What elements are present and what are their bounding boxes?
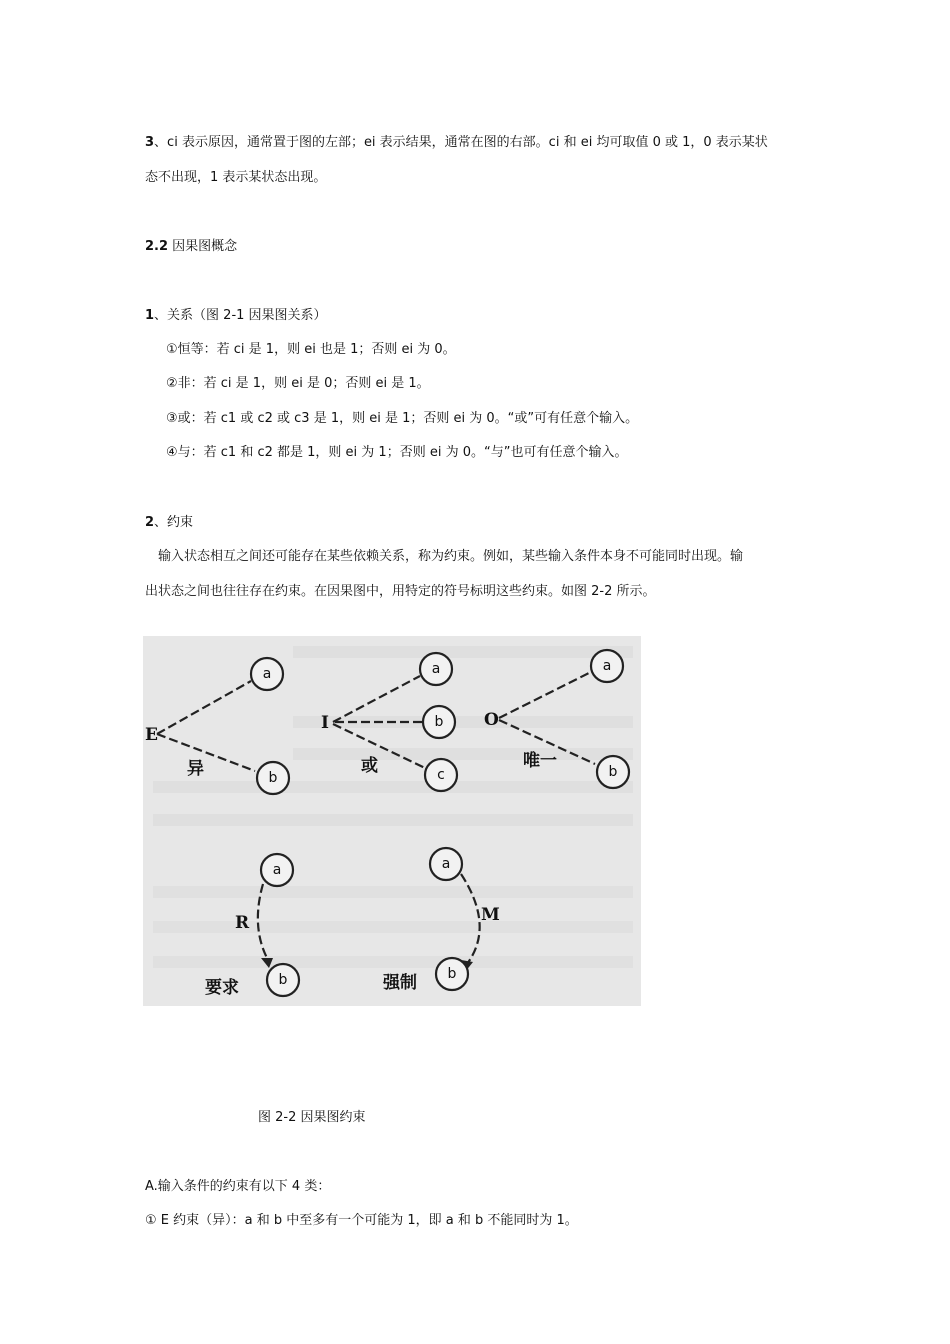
symbol-r: R — [235, 913, 250, 933]
symbol-i: I — [321, 713, 329, 733]
section-number: 2 — [145, 515, 155, 530]
symbol-m: M — [481, 905, 500, 925]
label-exclusive: 异 — [187, 759, 204, 779]
constraint-diagram — [143, 636, 641, 1006]
node-a-label: a — [272, 862, 282, 878]
figure-caption: 图 2-2 因果图约束 — [258, 1110, 366, 1125]
node-a-label: a — [431, 661, 441, 677]
node-b-label: b — [434, 714, 444, 730]
paragraph-text: 、ci 表示原因，通常置于图的左部；ei 表示结果，通常在图的右部。ci 和 ei 均可取值 0 或 1，0 表示某状 — [154, 135, 768, 150]
node-b-label: b — [278, 972, 288, 988]
label-mask: 强制 — [383, 973, 417, 993]
section-number: 3 — [145, 135, 155, 150]
node-b-label: b — [608, 764, 618, 780]
symbol-o: O — [484, 710, 499, 730]
label-one: 唯一 — [523, 751, 557, 771]
constraints-paragraph-line-2: 出状态之间也往往存在约束。在因果图中，用特定的符号标明这些约束。如图 2-2 所示。 — [145, 584, 656, 599]
section-title: 、约束 — [154, 515, 194, 530]
constraint-diagram-figure — [143, 636, 641, 1006]
node-a-label: a — [262, 666, 272, 682]
section-title: 因果图概念 — [168, 239, 238, 254]
symbol-e: E — [145, 725, 158, 745]
relation-item-identity: ①恒等：若 ci 是 1，则 ei 也是 1；否则 ei 为 0。 — [166, 342, 456, 357]
relation-item-not: ②非：若 ci 是 1，则 ei 是 0；否则 ei 是 1。 — [166, 376, 430, 391]
node-a-label: a — [441, 856, 451, 872]
relation-item-and: ④与：若 c1 和 c2 都是 1，则 ei 为 1；否则 ei 为 0。“与”也可有任意个输入。 — [166, 445, 628, 460]
paragraph-3-line-1 — [145, 134, 768, 152]
section-heading-2-2 — [145, 238, 237, 256]
constraints-paragraph-line-1: 输入状态相互之间还可能存在某些依赖关系，称为约束。例如，某些输入条件本身不可能同时出现。输 — [158, 549, 744, 564]
relations-heading — [145, 307, 327, 325]
section-number: 2.2 — [145, 239, 169, 254]
relation-item-or: ③或：若 c1 或 c2 或 c3 是 1，则 ei 是 1；否则 ei 为 0。“或”可有任意个输入。 — [166, 411, 639, 426]
label-inclusive: 或 — [361, 756, 378, 776]
section-title: 、关系（图 2-1 因果图关系） — [154, 308, 327, 323]
paragraph-3-line-2: 态不出现，1 表示某状态出现。 — [145, 170, 327, 185]
section-a-item-1: ① E 约束（异）：a 和 b 中至多有一个可能为 1，即 a 和 b 不能同时为 1。 — [145, 1213, 578, 1228]
node-c-label: c — [437, 767, 445, 783]
constraints-heading — [145, 514, 193, 532]
node-b-label: b — [268, 770, 278, 786]
label-require: 要求 — [205, 978, 239, 998]
section-a-heading: A.输入条件的约束有以下 4 类： — [145, 1179, 331, 1194]
node-a-label: a — [602, 658, 612, 674]
section-number: 1 — [145, 308, 155, 323]
node-b-label: b — [447, 966, 457, 982]
